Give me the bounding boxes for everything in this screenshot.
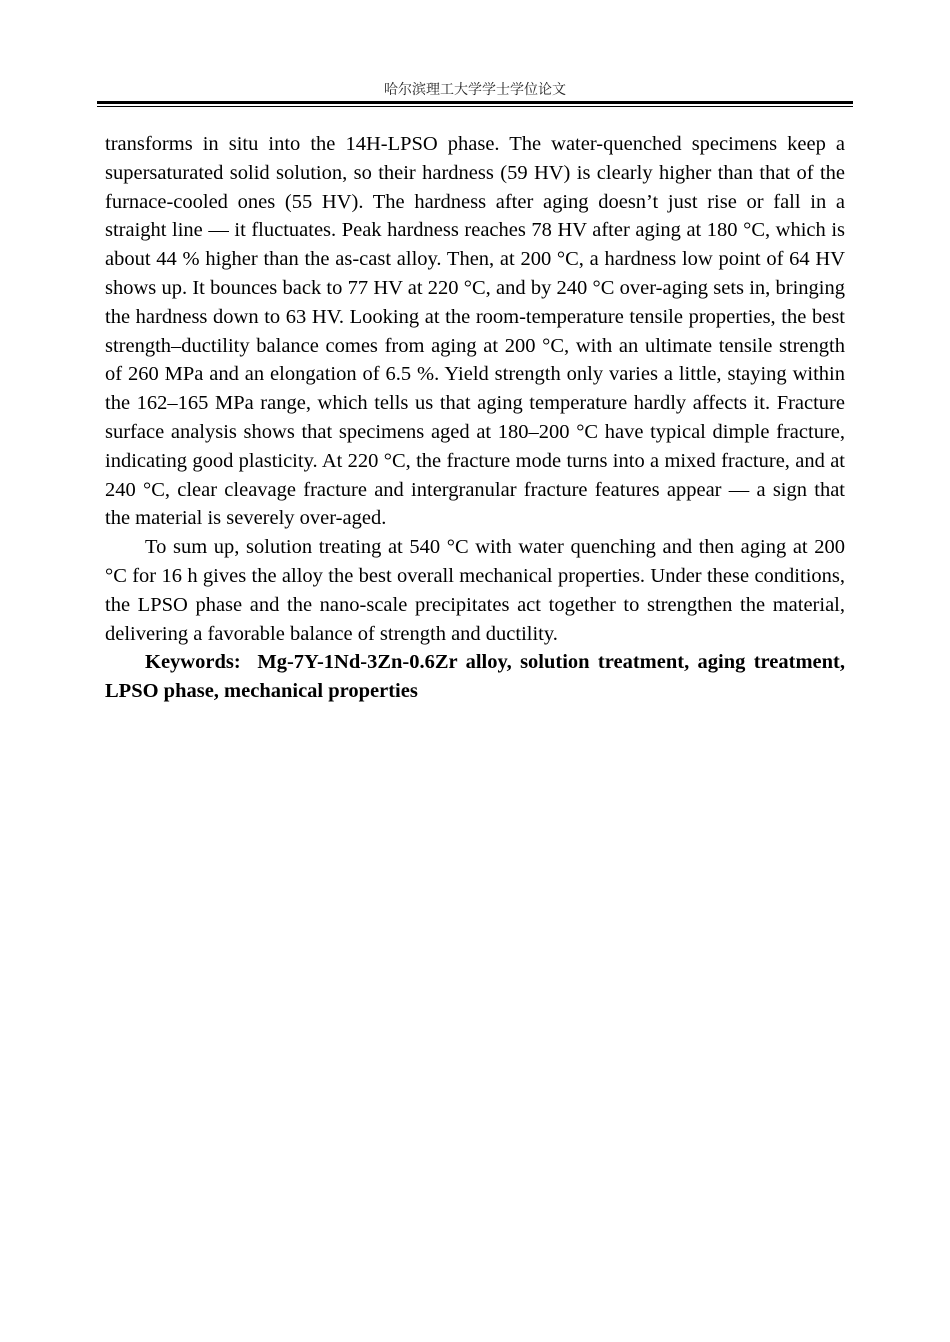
keywords-line [105,648,845,706]
running-header: 哈尔滨理工大学学士学位论文 [384,82,566,98]
keywords-label: Keywords: [145,651,241,674]
header-rule-thick [97,101,853,104]
abstract-paragraph-continued: transforms in situ into the 14H-LPSO phase. The water-quenched specimens keep a supersaturated solid solution, so their hardness (59 HV) is clearly higher than that of the furnace-cooled ones (55 HV). The hardness after aging doesn’t just rise or fall in a straight line — it fluctuates. Peak hardness reaches 78 HV after aging at 180 °C, which is about 44 % higher than the as-cast alloy. Then, at 200 °C, a hardness low point of 64 HV shows up. It bounces back to 77 HV at 220 °C, and by 240 °C over-aging sets in, bringing the hardness down to 63 HV. Looking at the room-temperature tensile properties, the best strength–ductility balance comes from aging at 200 °C, with an ultimate tensile strength of 260 MPa and an elongation of 6.5 %. Yield strength only varies a little, staying within the 162–165 MPa range, which tells us that aging temperature hardly affects it. Fracture surface analysis shows that specimens aged at 180–200 °C have typical dimple fracture, indicating good plasticity. At 220 °C, the fracture mode turns into a mixed fracture, and at 240 °C, clear cleavage fracture and intergranular fracture features appear — a sign that the material is severely over-aged. [105,133,845,530]
abstract-paragraph-summary: To sum up, solution treating at 540 °C with water quenching and then aging at 200 °C for 16 h gives the alloy the best overall mechanical properties. Under these conditions, the LPSO phase and the nano-scale precipitates act together to strengthen the material, delivering a favorable balance of strength and ductility. [105,536,845,645]
header-rule-thin [97,106,853,107]
keywords-text: Mg-7Y-1Nd-3Zn-0.6Zr alloy, solution treatment, aging treatment, LPSO phase, mechanical properties [105,651,845,703]
abstract-body [105,130,845,706]
